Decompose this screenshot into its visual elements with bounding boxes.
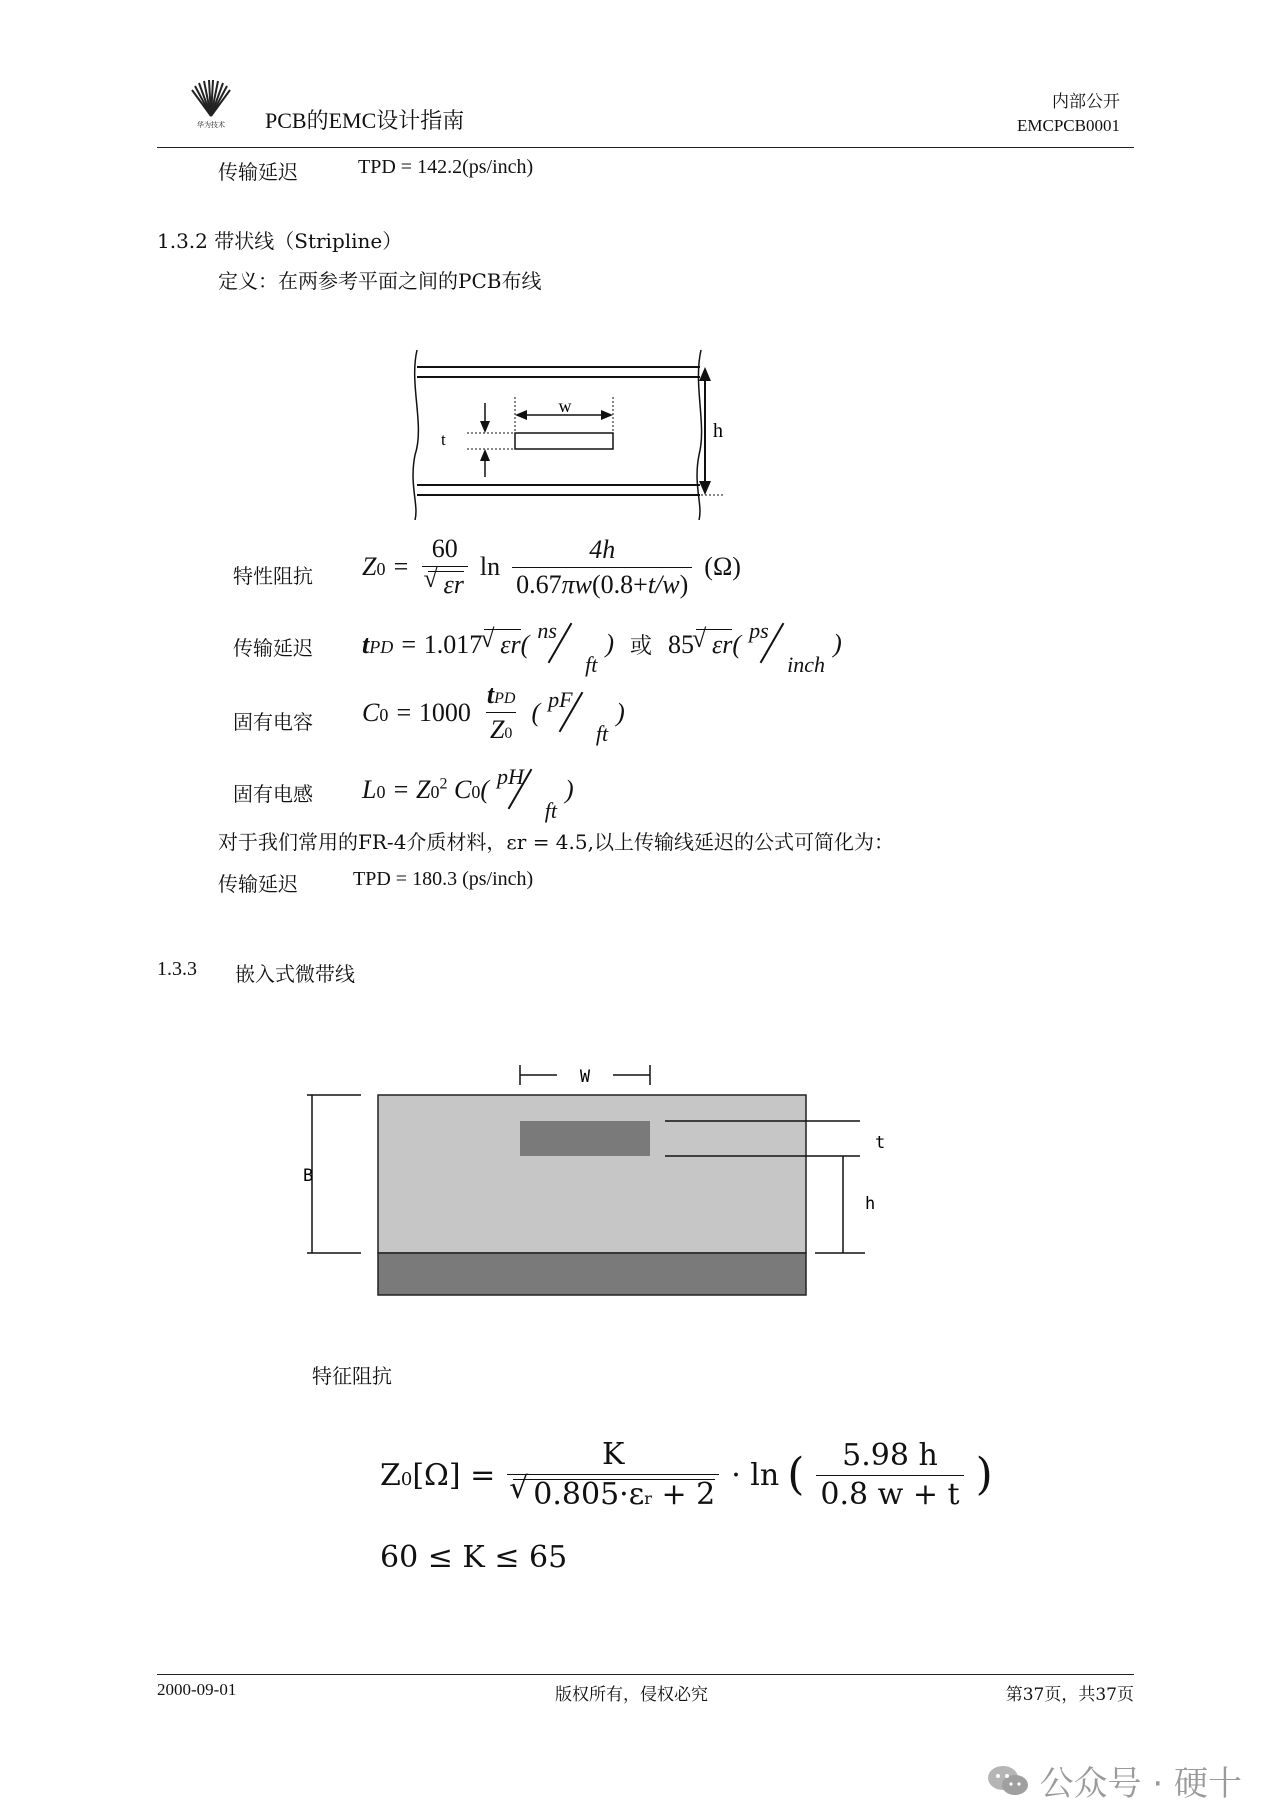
delay-label: 传输延迟 [233,636,313,660]
logo-text: 华为技术 [197,121,225,128]
or-word: 或 [630,632,653,658]
fr4-note: 对于我们常用的FR-4介质材料，εr = 4.5,以上传输线延迟的公式可简化为： [218,830,894,854]
result-value: TPD = 180.3 (ps/inch) [353,868,534,890]
section-heading-stripline: 1.3.2 带状线（Stripline） [157,229,403,253]
capacitance-formula: C0 = 1000 $\frac{\text{tPD}}{Z0}$ ( pF ft ) [362,680,625,746]
footer-rule [157,1674,1134,1675]
t-dim-label: t [875,1133,886,1153]
header-rule [157,147,1134,148]
b-dim-label: B [303,1166,314,1186]
w-dim-label: W [579,1067,591,1087]
inductance-label: 固有电感 [233,782,313,806]
impedance-formula: Z0 = 60 √ εr ln $\frac{4h}{0.67\pi w(0.8+t/w)}$ (Ω) [362,536,741,598]
header-meta [1017,90,1120,138]
h-dim-label: h [865,1194,876,1214]
inductance-formula: $L0 = Z0^2$ C0( pH ft ) [362,764,574,823]
delay-formula: tPD = 1.017√ εr( ns ft ) 或 85√ εr( ps inch ) [362,622,842,666]
w-label: w [558,396,572,416]
impedance-label: 特性阻抗 [233,564,313,588]
embedded-impedance-formula: Z0[Ω] = K √ 0.805·εr + 2 · ln ( $\frac{5.98 h}{0.8 w + t}$ ) [380,1440,993,1510]
watermark-text: 公众号 · 硬十 [1039,1764,1242,1804]
top-delay-label: 传输延迟 [218,160,298,184]
document-code: EMCPCB0001 [1017,116,1120,135]
watermark [986,1756,1242,1805]
footer-date: 2000-09-01 [157,1680,237,1699]
t-label: t [441,430,446,449]
document-title: PCB的EMC设计指南 [265,108,465,133]
classification-label: 内部公开 [1052,92,1120,111]
embedded-impedance-label: 特征阻抗 [312,1364,392,1388]
footer-copyright: 版权所有，侵权必究 [555,1685,708,1705]
top-delay-value: TPD = 142.2(ps/inch) [358,156,534,178]
result-label: 传输延迟 [218,872,298,896]
h-label: h [713,420,723,442]
stripline-diagram [405,345,735,520]
capacitance-label: 固有电容 [233,710,313,734]
company-logo [185,76,237,128]
k-range: 60 ≤ K ≤ 65 [380,1540,568,1575]
embedded-microstrip-diagram [295,1055,895,1305]
section-heading-embedded: 嵌入式微带线 [235,962,355,986]
footer-page-number: 第37页，共37页 [1005,1685,1134,1705]
section-number-embedded: 1.3.3 [157,958,197,980]
wechat-icon [986,1763,1030,1799]
stripline-definition: 定义：在两参考平面之间的PCB布线 [218,269,542,293]
